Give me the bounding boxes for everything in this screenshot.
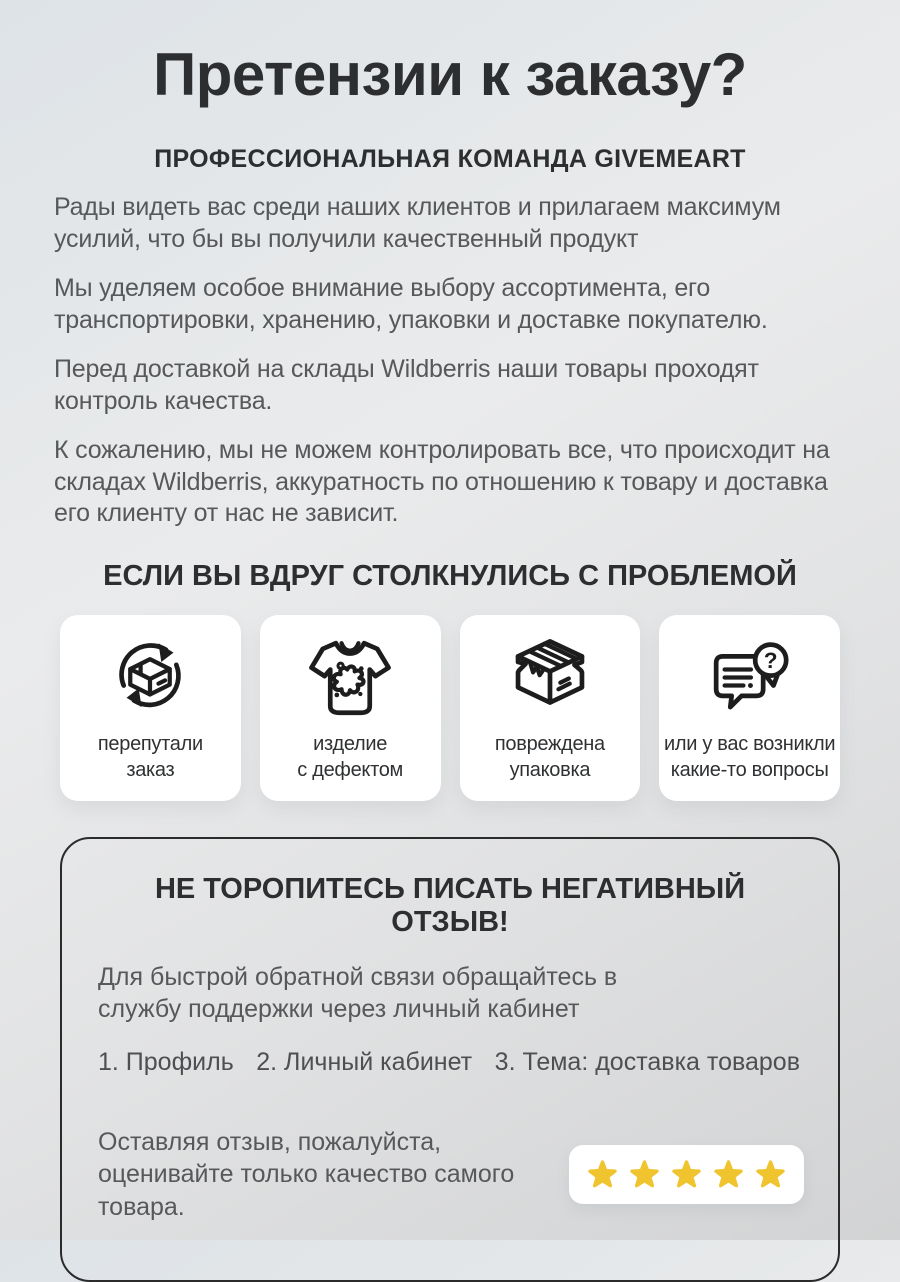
support-text: Для быстрой обратной связи обращайтесь в службу поддержки через личный кабинет <box>98 961 698 1026</box>
review-box-heading: НЕ ТОРОПИТЕСЬ ПИСАТЬ НЕГАТИВНЫЙ ОТЗЫВ! <box>96 873 804 939</box>
step-item: 1. Профиль <box>98 1048 234 1077</box>
swap-order-icon <box>103 631 197 725</box>
intro-paragraph: Рады видеть вас среди наших клиентов и прилагаем максимум усилий, что бы вы получили качественный продукт <box>54 192 850 255</box>
problem-card-questions <box>659 615 840 801</box>
card-label: перепутали заказ <box>63 731 238 783</box>
steps-list <box>98 1048 800 1077</box>
problem-cards <box>60 615 840 801</box>
page-title: Претензии к заказу? <box>0 40 900 109</box>
star-icon <box>754 1158 787 1191</box>
review-advice-box <box>60 837 840 1282</box>
intro-paragraph: Мы уделяем особое внимание выбору ассортимента, его транспортировки, хранению, упаковки и доставке покупателю. <box>54 273 850 336</box>
card-label: изделие с дефектом <box>263 731 438 783</box>
damaged-package-icon <box>503 631 597 725</box>
problem-card-damaged <box>460 615 641 801</box>
problems-heading: ЕСЛИ ВЫ ВДРУГ СТОЛКНУЛИСЬ С ПРОБЛЕМОЙ <box>0 560 900 593</box>
intro-section <box>54 192 850 530</box>
step-item: 2. Личный кабинет <box>256 1048 472 1077</box>
step-item: 3. Тема: доставка товаров <box>495 1048 800 1077</box>
star-icon <box>712 1158 745 1191</box>
star-icon <box>586 1158 619 1191</box>
review-note: Оставляя отзыв, пожалуйста, оценивайте только качество самого товара. <box>98 1126 569 1224</box>
review-row <box>96 1101 804 1249</box>
intro-paragraph: К сожалению, мы не можем контролировать все, что происходит на складах Wildberris, аккуратность по отношению к товару и доставка его клиенту от нас не зависит. <box>54 435 850 530</box>
svg-text:?: ? <box>763 648 777 673</box>
problem-card-wrong-order <box>60 615 241 801</box>
page-subtitle: ПРОФЕССИОНАЛЬНАЯ КОМАНДА GIVEMEART <box>0 145 900 174</box>
problem-card-defect <box>260 615 441 801</box>
rating-stars <box>569 1145 804 1204</box>
card-label: повреждена упаковка <box>463 731 638 783</box>
question-chat-icon <box>703 631 797 725</box>
intro-paragraph: Перед доставкой на склады Wildberris наши товары проходят контроль качества. <box>54 354 850 417</box>
defect-item-icon <box>303 631 397 725</box>
card-label: или у вас возникли какие-то вопросы <box>662 731 837 783</box>
star-icon <box>628 1158 661 1191</box>
star-icon <box>670 1158 703 1191</box>
